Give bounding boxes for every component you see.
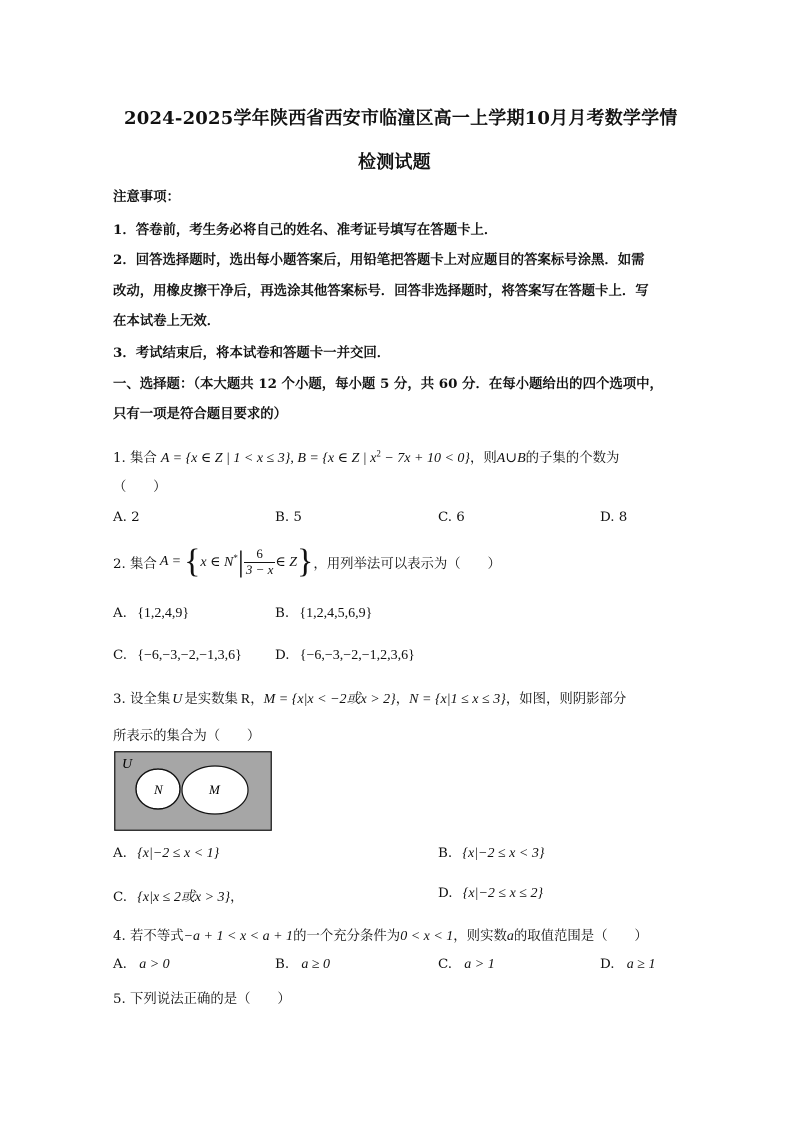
q2-option-d-label: D.	[275, 648, 290, 663]
q1-set-b-post: − 7x + 10 < 0}	[380, 451, 471, 466]
q4-option-a-label: A.	[113, 957, 127, 972]
q2-star: *	[233, 553, 238, 563]
q3-prefix: 3. 设全集	[113, 692, 171, 707]
q4-option-b	[275, 957, 330, 973]
q1-option-c: C. 6	[438, 510, 465, 525]
q3-option-c-label: C.	[113, 890, 128, 905]
q2-bar: |	[237, 545, 244, 578]
q3-u: U	[172, 692, 183, 707]
q2-left-brace: {	[184, 543, 201, 580]
q1-option-d: D. 8	[600, 510, 628, 525]
q1-option-a: A. 2	[113, 510, 140, 525]
q3-text-c: ，	[395, 692, 410, 707]
venn-label-n: N	[154, 782, 163, 797]
notice-item-2-line1: 2．回答选择题时，选出每小题答案后，用铅笔把答题卡上对应题目的答案标号涂黑．如需	[113, 252, 645, 268]
section-heading-line2: 只有一项是符合题目要求的）	[113, 406, 288, 422]
q4-option-c-label: C.	[438, 957, 453, 972]
q2-prefix: 2. 集合	[113, 556, 157, 572]
q1-paren: （ ）	[113, 480, 167, 495]
notice-heading: 注意事项：	[113, 189, 180, 205]
q2-inner-pre: x ∈ N	[200, 554, 234, 570]
q2-tail: ，用列举法可以表示为（ ）	[313, 556, 501, 572]
q2-option-c	[113, 648, 242, 664]
q4-condition: 0 < x < 1	[400, 929, 454, 944]
q3-option-a-value: {x|−2 ≤ x < 1}	[137, 846, 220, 861]
q3-option-b-label: B.	[438, 846, 453, 861]
q1-set-b-sup: 2	[376, 448, 381, 459]
page-title-line2: 检测试题	[358, 152, 431, 173]
q3-text-d: ，如图，则阴影部分	[505, 692, 627, 707]
q2-option-c-label: C.	[113, 648, 128, 663]
q1-set-b-pre: B = {x ∈ Z | x	[297, 451, 377, 466]
q3-r: R	[240, 692, 251, 707]
q3-text-a: 是实数集	[184, 692, 238, 707]
q4-prefix: 4. 若不等式	[113, 929, 184, 944]
notice-item-2-line2: 改动，用橡皮擦干净后，再选涂其他答案标号．回答非选择题时，将答案写在答题卡上．写	[113, 283, 649, 299]
q4-option-d	[600, 957, 655, 973]
q3-stem-line2: 所表示的集合为（ ）	[113, 729, 261, 744]
q2-option-b	[275, 606, 372, 622]
venn-label-m: M	[209, 782, 220, 797]
q1-prefix: 1. 集合	[113, 451, 157, 466]
q3-venn-diagram	[114, 751, 272, 831]
q4-option-d-value: a ≥ 1	[626, 957, 656, 972]
q2-fraction	[244, 547, 276, 577]
q3-text-b: ，	[250, 692, 264, 707]
q4-inequality: −a + 1 < x < a + 1	[183, 929, 294, 944]
q4-option-a-value: a > 0	[139, 957, 170, 972]
q3-option-d-label: D.	[438, 886, 453, 901]
q4-option-b-value: a ≥ 0	[301, 957, 331, 972]
q1-union: A∪B	[496, 451, 526, 466]
q3-stem-line1	[113, 688, 626, 708]
notice-item-2-line3: 在本试卷上无效．	[113, 313, 221, 329]
q4-option-b-label: B.	[275, 957, 290, 972]
q4-option-c-value: a > 1	[464, 957, 495, 972]
section-heading-line1: 一、选择题：（本大题共 12 个小题，每小题 5 分，共 60 分．在每小题给出的四个选项中，	[113, 376, 663, 392]
notice-item-1: 1．答卷前，考生务必将自己的姓名、准考证号填写在答题卡上．	[113, 222, 498, 238]
q2-option-b-value: {1,2,4,5,6,9}	[299, 606, 373, 621]
q2-inner-post: ∈ Z	[275, 554, 298, 570]
q3-option-d	[438, 886, 543, 902]
q2-option-a	[113, 606, 189, 622]
q1-option-b: B. 5	[275, 510, 302, 525]
q2-right-brace: }	[297, 543, 314, 580]
q1-tail: 的子集的个数为	[525, 451, 620, 466]
q3-option-c-value: {x|x ≤ 2或x > 3}	[137, 890, 231, 905]
q4-mid2: ，则实数	[453, 929, 507, 944]
q4-tail: 的取值范围是（ ）	[513, 929, 648, 944]
notice-item-3: 3．考试结束后，将本试卷和答题卡一并交回．	[113, 345, 391, 361]
q2-option-a-label: A.	[113, 606, 127, 621]
q5-stem: 5. 下列说法正确的是（ ）	[113, 992, 291, 1007]
q3-set-m: M = {x|x < −2或x > 2}	[263, 692, 396, 707]
q2-stem	[113, 545, 501, 579]
q3-option-d-value: {x|−2 ≤ x ≤ 2}	[462, 886, 544, 901]
q4-option-c	[438, 957, 495, 973]
q3-option-b-value: {x|−2 ≤ x < 3}	[462, 846, 545, 861]
q4-option-a	[113, 957, 170, 973]
q1-set-a: A = {x ∈ Z | 1 < x ≤ 3}	[160, 451, 291, 466]
q4-option-d-label: D.	[600, 957, 615, 972]
q3-option-a	[113, 846, 219, 862]
q2-fraction-den: 3 − x	[245, 561, 274, 577]
q2-option-d-value: {−6,−3,−2,−1,2,3,6}	[299, 648, 415, 663]
q3-option-c-tail: ，	[230, 890, 244, 905]
q4-var: a	[506, 929, 514, 944]
q3-option-c	[113, 886, 244, 906]
q2-option-d	[275, 648, 415, 664]
q1-stem	[113, 447, 619, 467]
q4-mid: 的一个充分条件为	[293, 929, 401, 944]
q3-set-n: N = {x|1 ≤ x ≤ 3}	[409, 692, 506, 707]
page-title-line1: 2024-2025学年陕西省西安市临潼区高一上学期10月月考数学学情	[124, 108, 678, 129]
q2-option-a-value: {1,2,4,9}	[137, 606, 190, 621]
q2-fraction-num: 6	[256, 546, 263, 562]
venn-label-u: U	[122, 757, 133, 772]
q1-sep: ,	[290, 451, 298, 466]
q3-option-a-label: A.	[113, 846, 127, 861]
q3-option-b	[438, 846, 544, 862]
q2-option-b-label: B.	[275, 606, 290, 621]
q1-mid: ，则	[470, 451, 497, 466]
q2-option-c-value: {−6,−3,−2,−1,3,6}	[137, 648, 242, 663]
q4-stem	[113, 925, 648, 945]
q2-lhs: A =	[159, 554, 182, 569]
